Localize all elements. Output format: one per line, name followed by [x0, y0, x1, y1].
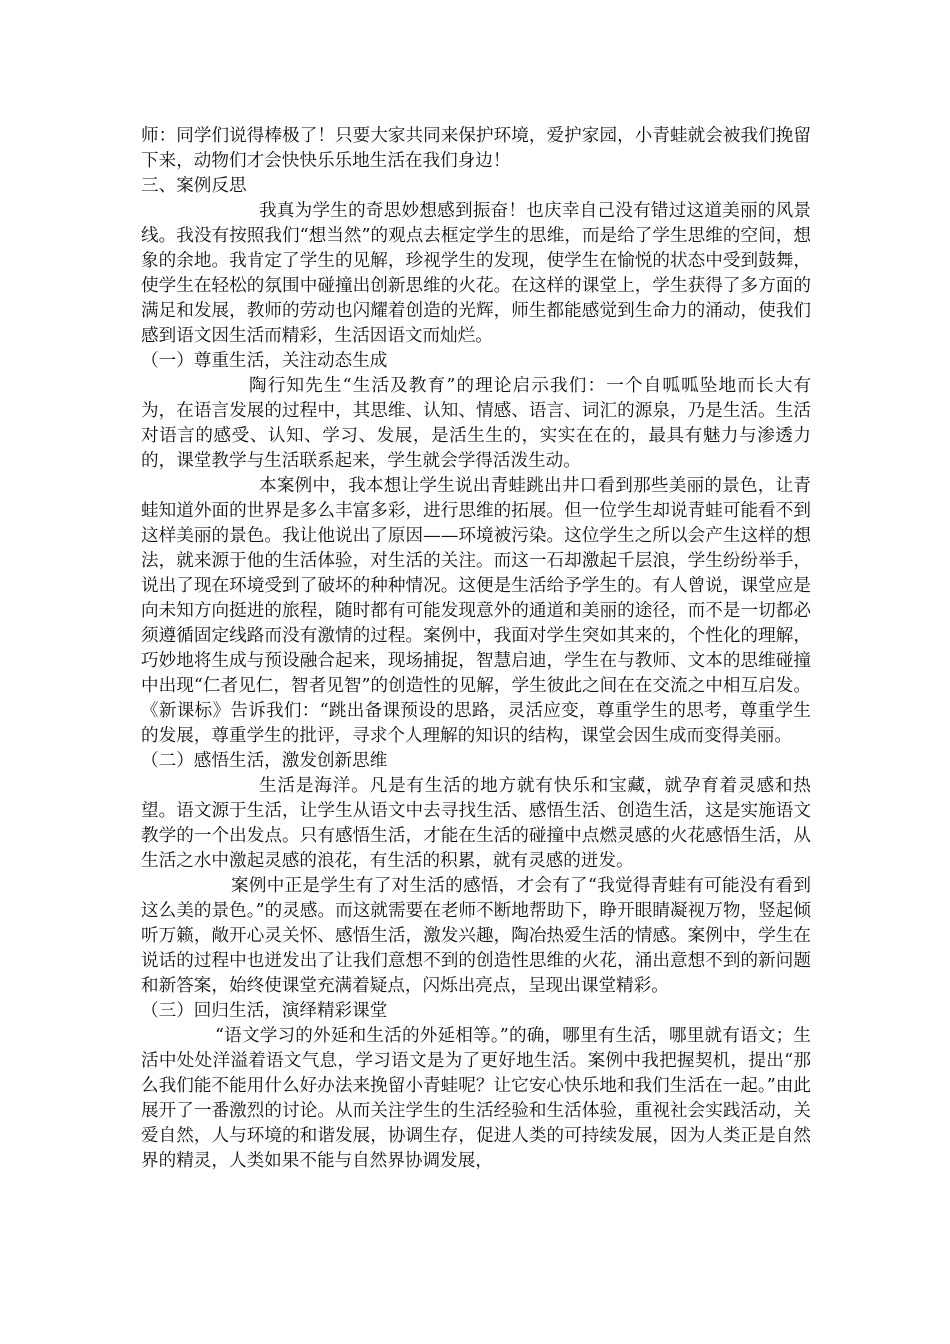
subheading-respect-life: （一）尊重生活，关注动态生成 [141, 351, 388, 371]
paragraph-case-analysis: 本案例中，我本想让学生说出青蛙跳出井口看到那些美丽的景色，让青蛙知道外面的世界是多么丰富多彩，进行思维的拓展。但一位学生却说青蛙可能看不到这样美丽的景色。我让他说出了原因——环境被污染。这位学生之所以会产生这样的想法，就来源于他的生活体验，对生活的关注。而这一石却激起千层浪，学生纷纷举手，说出了现在环境受到了破坏的种种情况。这便是生活给予学生的。有人曾说，课堂应是向未知方向挺进的旅程，随时都有可能发现意外的通道和美丽的途径，而不是一切都必须遵循固定线路而没有激情的过程。案例中，我面对学生突如其来的，个性化的理解，巧妙地将生成与预设融合起来，现场捕捉，智慧启迪，学生在与教师、文本的思维碰撞中出现“仁者见仁，智者见智”的创造性的见解，学生彼此之间在在交流之中相互启发。《新课标》告诉我们：“跳出备课预设的思路，灵活应变，尊重学生的思考，尊重学生的发展，尊重学生的批评，寻求个人理解的知识的结构，课堂会因生成而变得美丽。 [141, 476, 811, 746]
paragraph-tao-xingzhi: 陶行知先生“生活及教育”的理论启示我们：一个自呱呱坠地而长大有为，在语言发展的过程中，其思维、认知、情感、语言、词汇的源泉，乃是生活。生活对语言的感受、认知、学习、发展，是活生生的，实实在在的，最具有魅力与渗透力的，课堂教学与生活联系起来，学生就会学得活泼生动。 [141, 376, 811, 471]
document-body [141, 124, 811, 1174]
subheading-perceive-life: （二）感悟生活，激发创新思维 [141, 751, 388, 771]
paragraph-life-is-ocean: 生活是海洋。凡是有生活的地方就有快乐和宝藏，就孕育着灵感和热望。语文源于生活，让学生从语文中去寻找生活、感悟生活、创造生活，这是实施语文教学的一个出发点。只有感悟生活，才能在生活的碰撞中点燃灵感的火花感悟生活，从生活之水中激起灵感的浪花，有生活的积累，就有灵感的迸发。 [141, 776, 811, 871]
paragraph-language-and-life: “语文学习的外延和生活的外延相等。”的确，哪里有生活，哪里就有语文；生活中处处洋溢着语文气息，学习语文是为了更好地生活。案例中我把握契机，提出“那么我们能不能用什么好办法来挽留小青蛙呢？让它安心快乐地和我们生活在一起。”由此展开了一番激烈的讨论。从而关注学生的生活经验和生活体验，重视社会实践活动，关爱自然，人与环境的和谐发展，协调生存，促进人类的可持续发展，因为人类正是自然界的精灵，人类如果不能与自然界协调发展， [141, 1026, 811, 1171]
subheading-return-to-life: （三）回归生活，演绎精彩课堂 [141, 1001, 388, 1021]
paragraph-reflection-intro: 我真为学生的奇思妙想感到振奋！也庆幸自己没有错过这道美丽的风景线。我没有按照我们“想当然”的观点去框定学生的思维，而是给了学生思维的空间，想象的余地。我肯定了学生的见解，珍视学生的发现，使学生在愉悦的状态中受到鼓舞，使学生在轻松的氛围中碰撞出创新思维的火花。在这样的课堂上，学生获得了多方面的满足和发展，教师的劳动也闪耀着创造的光辉，师生都能感觉到生命力的涌动，使我们感到语文因生活而精彩，生活因语文而灿烂。 [141, 201, 811, 346]
section-heading-case-reflection: 三、案例反思 [141, 176, 247, 196]
paragraph-teacher-remark: 师：同学们说得棒极了！只要大家共同来保护环境，爱护家园，小青蛙就会被我们挽留下来，动物们才会快快乐乐地生活在我们身边！ [141, 126, 811, 171]
paragraph-case-perception: 案例中正是学生有了对生活的感悟，才会有了“我觉得青蛙有可能没有看到这么美的景色。”的灵感。而这就需要在老师不断地帮助下，睁开眼睛凝视万物，竖起倾听万籁，敞开心灵关怀、感悟生活，激发兴趣，陶冶热爱生活的情感。案例中，学生在说话的过程中也迸发出了让我们意想不到的创造性思维的火花，涌出意想不到的新问题和新答案，始终使课堂充满着疑点，闪烁出亮点，呈现出课堂精彩。 [141, 876, 811, 996]
